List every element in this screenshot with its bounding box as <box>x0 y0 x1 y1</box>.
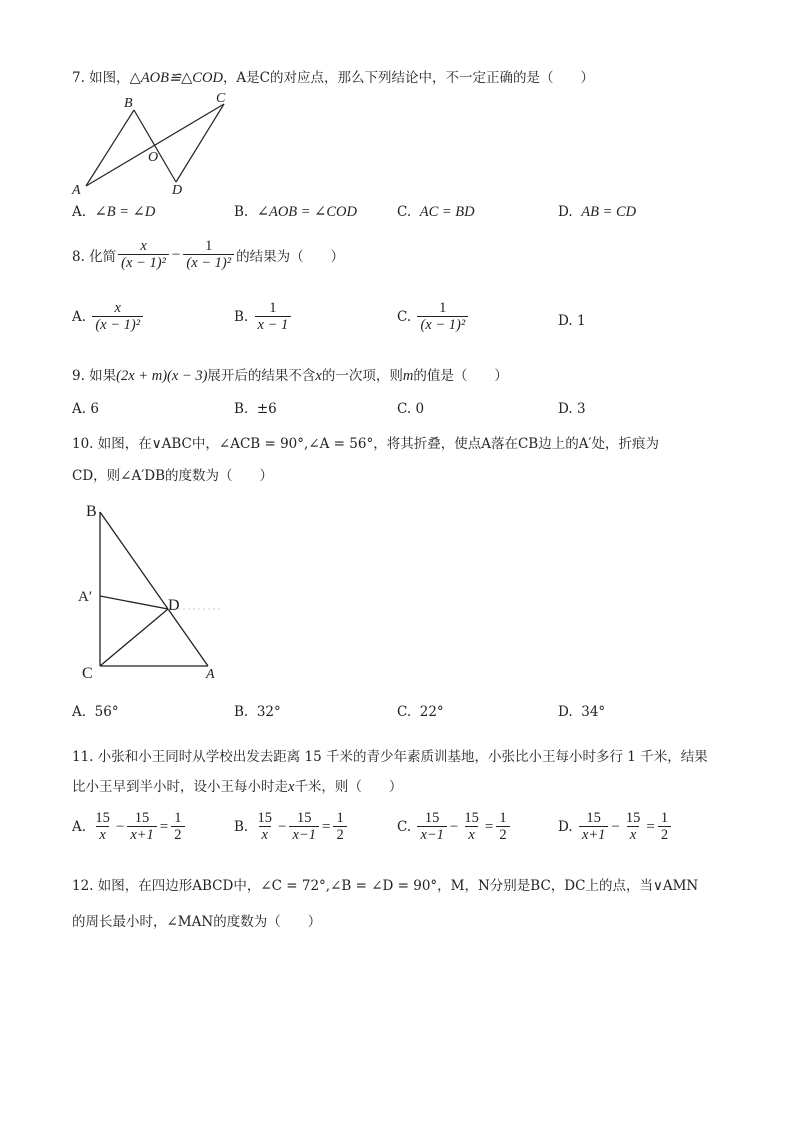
q7-option-c[interactable]: C. AC = BD <box>397 204 475 220</box>
q10-option-b[interactable]: B. 32° <box>234 704 281 720</box>
q10-option-c[interactable]: C. 22° <box>397 704 444 720</box>
q9-option-c[interactable]: C. 0 <box>397 401 425 417</box>
q8-option-c[interactable]: C. $\frac{1}{\text{(x − 1)²}}$ <box>397 300 470 334</box>
q7-label-O: O <box>148 150 159 165</box>
q10-segment-BA <box>100 512 208 666</box>
q7-prefix: 7. 如图， <box>72 70 130 86</box>
q10-stem-line1: 10. 如图，在∨ABC中，∠ACB = 90°,∠A = 56°，将其折叠，使点A落在CB边上的A′处，折痕为 <box>72 436 660 452</box>
q11-stem-line2: 比小王早到半小时，设小王每小时走x千米，则（ ） <box>72 779 403 795</box>
q10-option-d[interactable]: D. 34° <box>558 704 606 720</box>
q8-stem: 8. 化简 $\frac{x}{\text{(x − 1)²}}$ − $\frac{1}{\text{(x − 1)²}}$ 的结果为（ ） <box>72 238 345 271</box>
q11-option-b[interactable]: B. $\frac{15}{x}$ − $\frac{15}{x-1}$ = $\frac{1}{2}$ <box>234 810 349 844</box>
q7-label-D: D <box>172 183 183 198</box>
q7-question: ，A是C的对应点，那么下列结论中，不一定正确的是（ ） <box>222 70 595 86</box>
q8-prefix: 8. 化简 <box>72 249 117 265</box>
q7-label-A: A <box>72 183 81 198</box>
q7-option-a[interactable]: A. ∠B = ∠D <box>72 204 156 220</box>
q10-label-C: C <box>82 665 93 682</box>
q7-congruence: △AOB≌△COD <box>129 70 223 86</box>
q10-segment-CD <box>100 609 168 666</box>
q8-option-b[interactable]: B. $\frac{1}{x - 1}$ <box>234 300 293 334</box>
q10-segment-A'D <box>100 596 168 609</box>
q7-label-B: B <box>124 96 133 111</box>
q8-option-a[interactable]: A. $\frac{x}{\text{(x − 1)²}}$ <box>72 300 145 334</box>
q10-label-A: A <box>206 667 215 682</box>
q8-suffix: 的结果为（ ） <box>236 249 345 265</box>
q7-stem <box>72 66 594 87</box>
q10-stem-line2: CD，则∠A′DB的度数为（ ） <box>72 468 274 484</box>
q8-option-d[interactable]: D. 1 <box>558 313 586 329</box>
q9-option-a[interactable]: A. 6 <box>72 401 99 417</box>
q12-stem-line1: 12. 如图，在四边形ABCD中，∠C = 72°,∠B = ∠D = 90°，M，N分别是BC，DC上的点，当∨AMN <box>72 878 699 894</box>
q7-figure <box>66 90 236 200</box>
q11-option-c[interactable]: C. $\frac{15}{x-1}$ − $\frac{15}{x}$ = $\frac{1}{2}$ <box>397 810 512 844</box>
q7-option-d[interactable]: D. AB = CD <box>558 204 637 220</box>
q10-option-a[interactable]: A. 56° <box>72 704 119 720</box>
q9-stem: 9. 如果(2x + m)(x − 3)展开后的结果不含x的一次项，则m的值是（ ） <box>72 368 508 384</box>
q7-option-b[interactable]: B. ∠AOB = ∠COD <box>234 204 357 220</box>
q11-option-d[interactable]: D. $\frac{15}{x+1}$ − $\frac{15}{x}$ = $\frac{1}{2}$ <box>558 810 673 844</box>
q10-label-A-prime: A′ <box>78 589 93 605</box>
q7-segment-CD <box>176 104 224 182</box>
q10-label-B: B <box>86 503 97 520</box>
q11-option-a[interactable]: A. $\frac{15}{x}$ − $\frac{15}{x+1}$ = $\frac{1}{2}$ <box>72 810 187 844</box>
q10-label-D: D <box>168 597 180 614</box>
q12-stem-line2: 的周长最小时，∠MAN的度数为（ ） <box>72 914 322 930</box>
q8-fraction-1: $\frac{x}{\text{(x − 1)²}}$ <box>118 238 169 272</box>
q7-segment-AC <box>86 104 224 186</box>
q9-option-d[interactable]: D. 3 <box>558 401 586 417</box>
q10-figure <box>72 498 232 684</box>
q7-segment-BD <box>134 110 176 182</box>
q7-label-C: C <box>216 91 226 106</box>
q9-expression: (2x + m)(x − 3) <box>116 368 208 384</box>
q8-fraction-2: $\frac{1}{\text{(x − 1)²}}$ <box>183 238 234 272</box>
q9-option-b[interactable]: B. ±6 <box>234 401 277 417</box>
q7-segment-AB <box>86 110 134 186</box>
q11-stem-line1: 11. 小张和小王同时从学校出发去距离 15 千米的青少年素质训基地，小张比小王每小时多行 1 千米，结果 <box>72 749 708 765</box>
